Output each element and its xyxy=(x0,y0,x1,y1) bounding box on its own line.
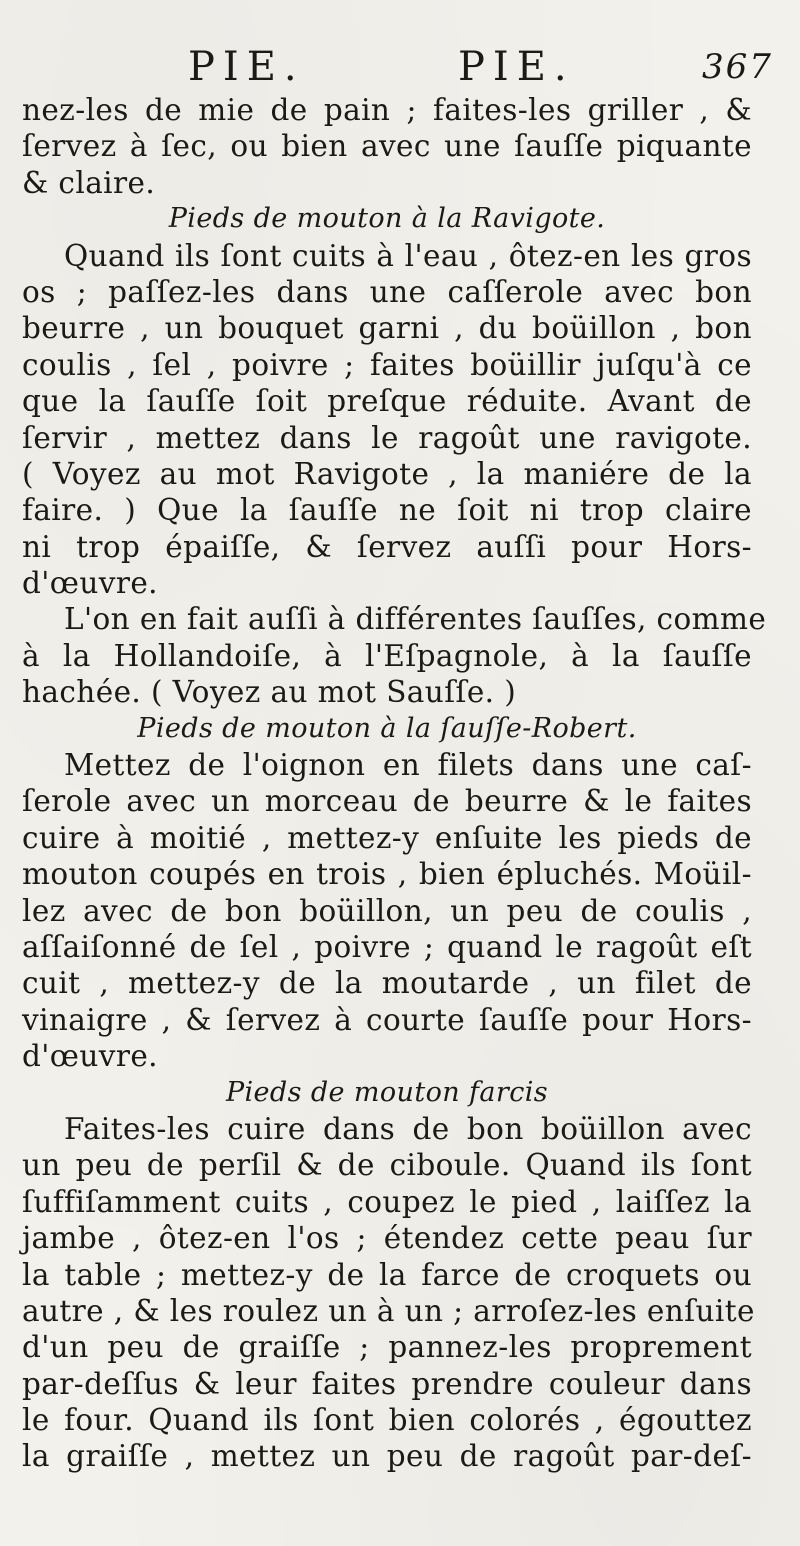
text-line: Quand ils ſont cuits à l'eau , ôtez-en les gros xyxy=(64,238,752,273)
text-line: cuit , mettez-y de la moutarde , un filet de xyxy=(22,966,752,1001)
text-line: la graiſſe , mettez un peu de ragoût par-deſ- xyxy=(22,1439,752,1474)
text-block xyxy=(22,92,767,1475)
text-line: ſervez à ſec, ou bien avec une ſauſſe piquante xyxy=(22,129,752,164)
text-line: beurre , un bouquet garni , du boüillon , bon xyxy=(22,311,752,346)
text-line: cuire à moitié , mettez-y enſuite les pieds de xyxy=(22,820,752,855)
text-line: d'un peu de graiſſe ; pannez-les proprement xyxy=(22,1330,752,1365)
text-line: nez-les de mie de pain ; faites-les griller , & xyxy=(22,93,752,127)
text-line: Faites-les cuire dans de bon boüillon avec xyxy=(64,1111,752,1146)
text-line: un peu de perſil & de ciboule. Quand ils ſont xyxy=(22,1148,752,1183)
text-line: lez avec de bon boüillon, un peu de coulis , xyxy=(22,893,752,928)
text-line: hachée. ( Voyez au mot Sauſſe. ) xyxy=(22,675,517,710)
text-line: L'on en fait auſſi à différentes ſauſſes, comme xyxy=(64,602,767,637)
text-line: ſervir , mettez dans le ragoût une ravigote. xyxy=(22,420,752,455)
running-header xyxy=(22,42,773,92)
text-line: d'œuvre. xyxy=(22,1039,158,1074)
section-title: Pieds de mouton à la ſauſſe-Robert. xyxy=(137,712,637,744)
section-title: Pieds de mouton farcis xyxy=(225,1076,549,1108)
text-line: ni trop épaiſſe, & ſervez auſſi pour Hors- xyxy=(22,529,752,564)
page-number: 367 xyxy=(702,47,773,87)
text-line: & claire. xyxy=(22,165,156,200)
text-line: aſſaiſonné de ſel , poivre ; quand le ragoût eſt xyxy=(22,929,752,964)
text-line: vinaigre , & ſervez à courte ſauſſe pour Hors- xyxy=(22,1002,752,1037)
text-line: os ; paſſez-les dans une caſſerole avec bon xyxy=(22,274,752,309)
running-head-left: PIE. xyxy=(188,44,305,90)
text-line: jambe , ôtez-en l'os ; étendez cette peau ſur xyxy=(22,1221,752,1256)
text-line: mouton coupés en trois , bien épluchés. Moüil- xyxy=(22,857,752,892)
text-line: ſuffiſamment cuits , coupez le pied , laiſſez la xyxy=(22,1184,752,1219)
text-line: ſerole avec un morceau de beurre & le faites xyxy=(22,784,752,819)
text-line: la table ; mettez-y de la farce de croquets ou xyxy=(22,1257,752,1292)
text-line: que la ſauſſe ſoit preſque réduite. Avant de xyxy=(22,384,752,419)
text-line: ( Voyez au mot Ravigote , la maniére de la xyxy=(22,456,752,491)
text-line: par-deſſus & leur faites prendre couleur dans xyxy=(22,1366,752,1401)
running-head-right: PIE. xyxy=(458,44,575,90)
section-title: Pieds de mouton à la Ravigote. xyxy=(168,203,606,235)
text-line: le four. Quand ils ſont bien colorés , égouttez xyxy=(22,1403,752,1438)
text-line: autre , & les roulez un à un ; arroſez-les enſuite xyxy=(22,1293,755,1328)
text-line: à la Hollandoiſe, à l'Eſpagnole, à la ſauſſe xyxy=(22,638,752,673)
text-line: coulis , ſel , poivre ; faites boüillir juſqu'à ce xyxy=(22,347,752,382)
text-line: Mettez de l'oignon en filets dans une caſ- xyxy=(64,748,752,783)
text-line: faire. ) Que la ſauſſe ne ſoit ni trop claire xyxy=(22,493,752,528)
text-line: d'œuvre. xyxy=(22,566,158,601)
